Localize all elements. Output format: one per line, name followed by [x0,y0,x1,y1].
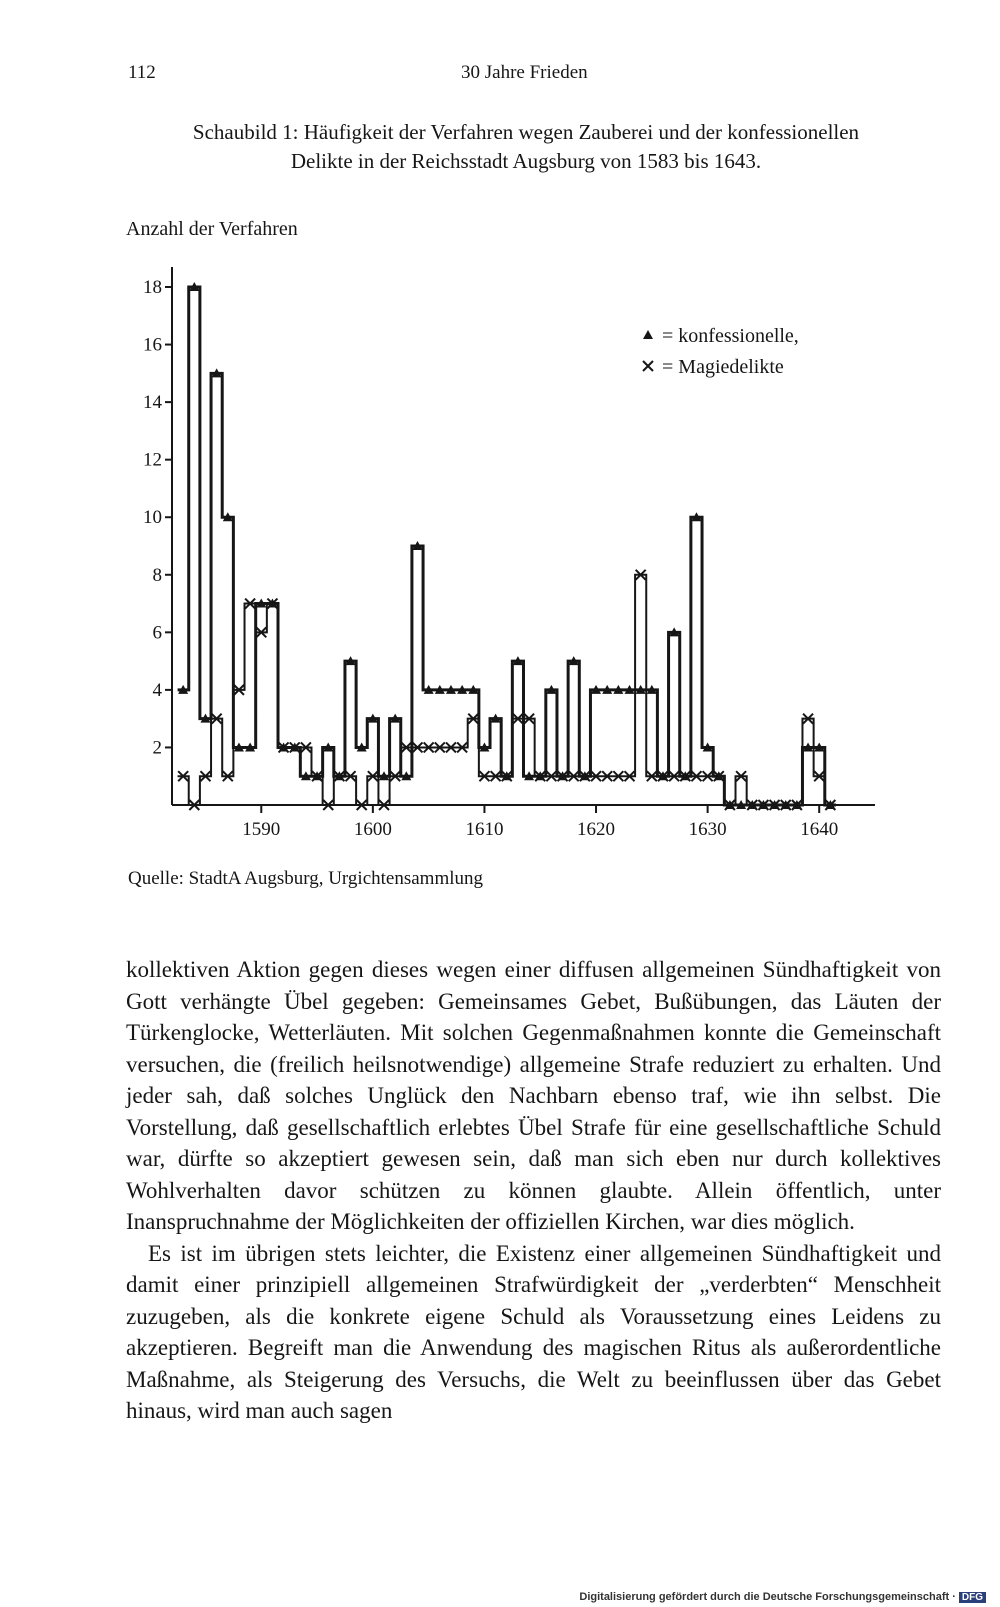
body-text [126,954,941,1427]
figure-source: Quelle: StadtA Augsburg, Urgichtensammlung [128,868,483,889]
x-tick-label: 1640 [800,819,839,840]
y-tick-label: 6 [152,622,162,644]
y-tick-label: 4 [152,679,162,701]
legend-marker-cross [643,361,653,371]
chart [120,215,900,855]
legend-label-triangle: = konfessionelle, [662,325,799,347]
y-tick-label: 18 [143,277,162,298]
y-tick-label: 12 [143,449,162,471]
x-tick-label: 1590 [242,819,281,840]
digitization-footer [579,1591,986,1603]
y-tick-label: 16 [143,334,162,356]
x-tick-label: 1600 [353,819,392,840]
paragraph-2: Es ist im übrigen stets leichter, die Existenz einer allgemeinen Sündhaftigkeit und damit einer prinzipiell allgemeinen Strafwürdigkeit der „verderbten“ Menschheit zuzugeben, als die konkrete eigene Schuld als Voraussetzung eines Leidens zu akzeptieren. Begreift man die Anwendung des magischen Ritus als außerordentliche Maßnahme, als Steigerung des Versuchs, die Welt zu beeinflussen über das Gebet hinaus, wird man auch sagen [126,1240,941,1423]
y-tick-label: 2 [152,737,162,759]
caption-line-1: Schaubild 1: Häufigkeit der Verfahren wegen Zauberei und der konfessionellen [192,120,860,144]
caption-line-2: Delikte in der Reichsstadt Augsburg von 1583 bis 1643. [290,149,762,173]
page-number: 112 [128,62,156,83]
paragraph-1: kollektiven Aktion gegen dieses wegen einer diffusen allgemeinen Sündhaftigkeit von Gott verhängte Übel gegeben: Gemeinsames Gebet, Bußübungen, das Läuten der Türkenglocke, Wetterläuten. Mit solchen Gegenmaßnahmen konnte die Gemeinschaft versuchen, die (freilich heilsnotwendige) allgemeine Strafe reduziert zu erhalten. Und jeder sah, daß solches Unglück den Nachbarn ebenso traf, wie ihn selbst. Die Vorstellung, daß gesellschaftlich erlebtes Übel Strafe für eine gesellschaftliche Schuld war, dürfte so akzeptiert gewesen sein, daß man sich eben nur durch kollektives Wohlverhalten davor schützen zu können glaubte. Allein öffentlich, unter Inanspruchnahme der Möglichkeiten der offiziellen Kirchen, war dies möglich. [126,957,941,1234]
series-line-cross [178,575,836,805]
y-axis-label: Anzahl der Verfahren [126,218,298,240]
y-tick-label: 10 [143,507,162,529]
x-tick-label: 1610 [465,819,504,840]
dfg-logo: DFG [959,1592,986,1603]
x-tick-label: 1620 [577,819,616,840]
x-tick-label: 1630 [688,819,727,840]
chart-legend [643,325,799,378]
running-head-title: 30 Jahre Frieden [461,62,588,83]
footer-text: Digitalisierung gefördert durch die Deutsche Forschungsgemeinschaft · [579,1591,956,1603]
y-tick-label: 14 [143,392,162,414]
y-tick-label: 8 [152,564,162,586]
legend-label-cross: = Magiedelikte [662,356,784,378]
running-head [128,62,928,92]
legend-marker-triangle [643,330,653,339]
figure-caption [128,118,924,176]
